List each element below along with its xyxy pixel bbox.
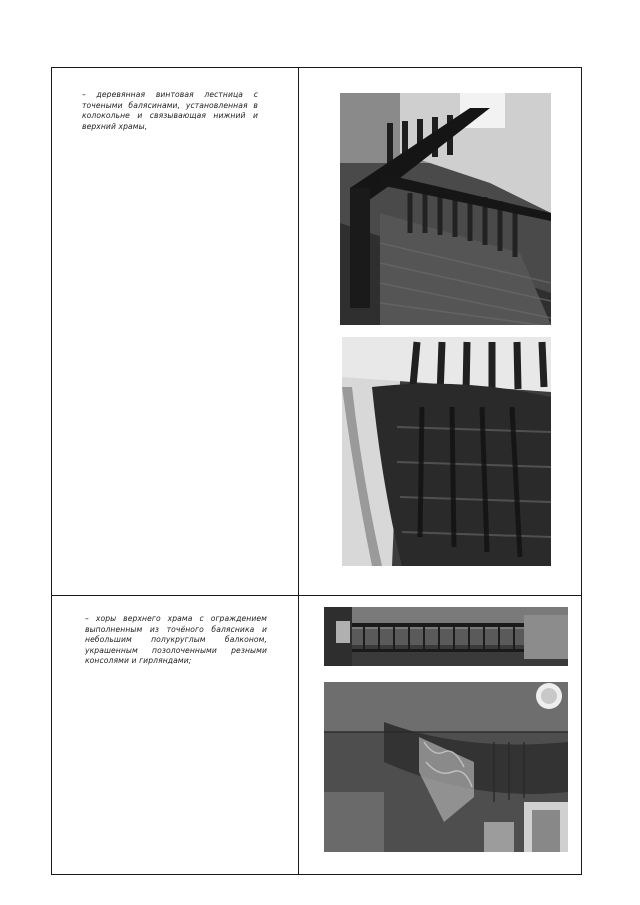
column-divider bbox=[298, 68, 299, 595]
choir-railing-photo bbox=[324, 607, 568, 666]
staircase-top-photo bbox=[340, 93, 551, 325]
column-divider bbox=[298, 596, 299, 874]
table-row bbox=[52, 68, 581, 596]
description-text: – хоры верхнего храма с ограждением выполненным из точёного балясника и небольшим полукруглым балконом, украшенным позолоченными резными консолями и гирляндами; bbox=[85, 614, 267, 666]
staircase-bottom-photo bbox=[342, 337, 551, 566]
document-table bbox=[51, 67, 582, 875]
table-row bbox=[52, 596, 581, 874]
choir-balcony-photo bbox=[324, 682, 568, 852]
description-text: – деревянная винтовая лестница с точеными балясинами, установленная в колокольне и связывающая нижний и верхний храмы, bbox=[82, 90, 258, 131]
